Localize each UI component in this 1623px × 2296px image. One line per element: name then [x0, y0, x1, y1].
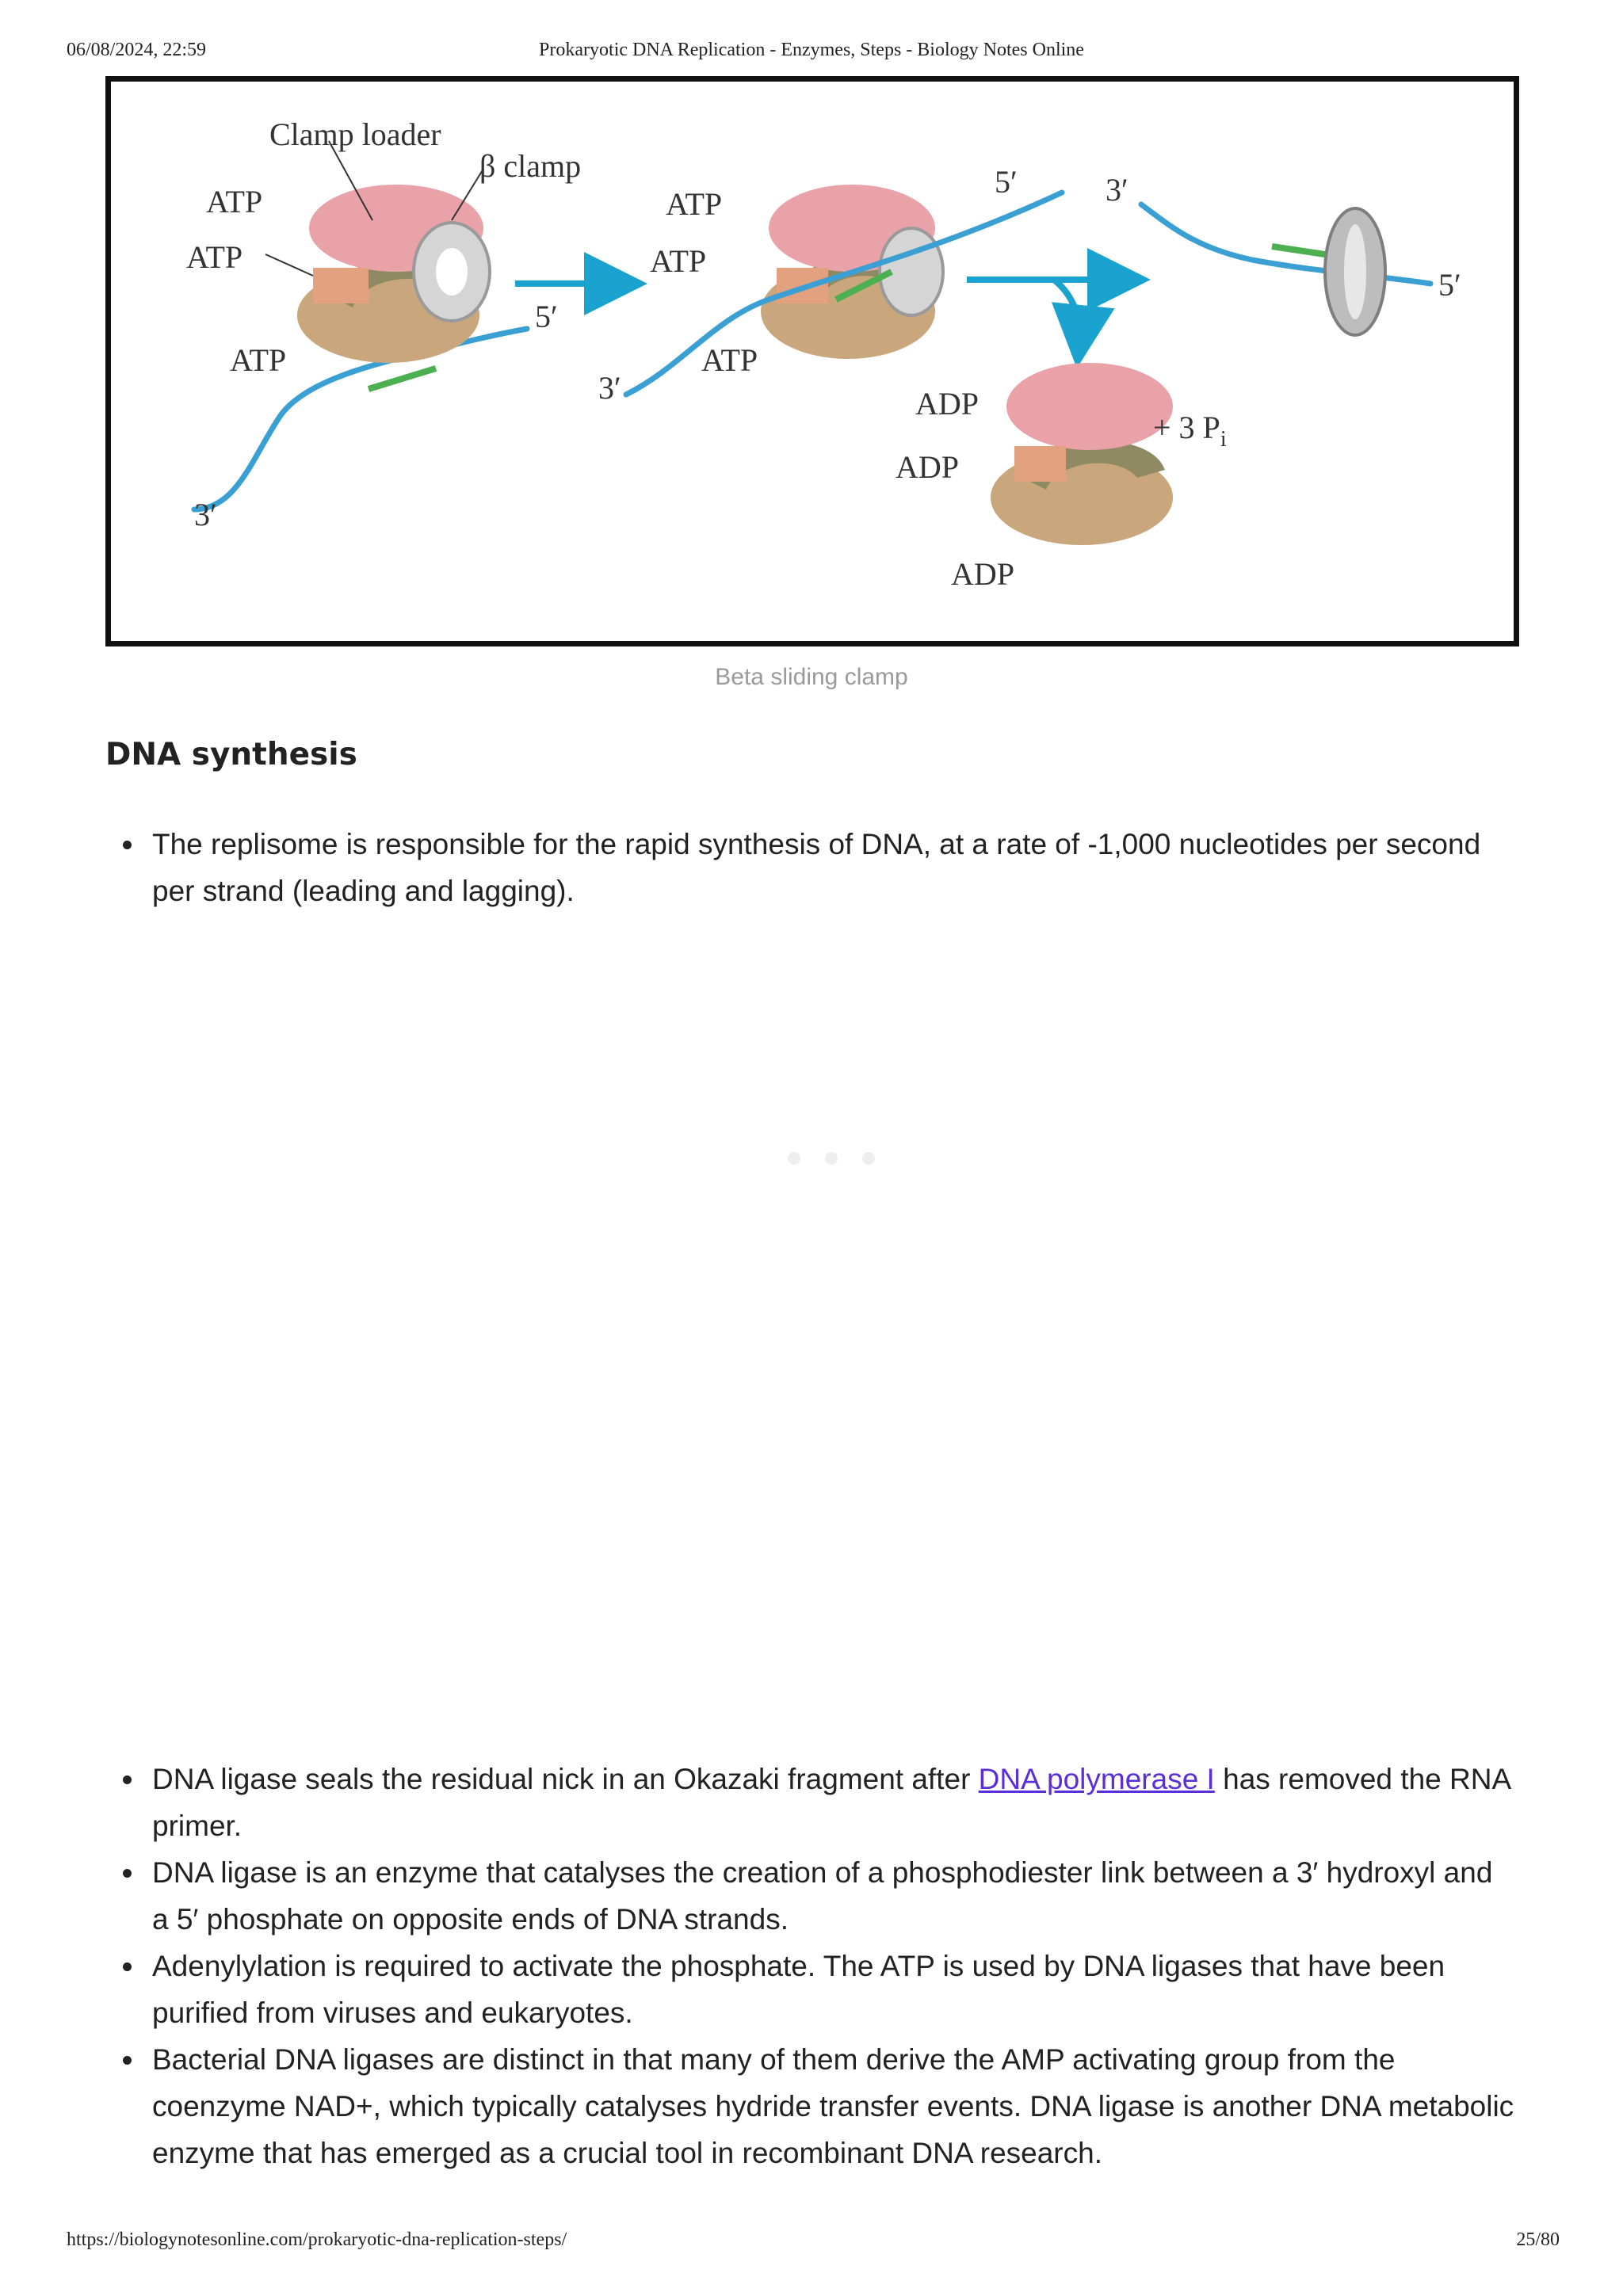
print-footer	[0, 2229, 1623, 2261]
label-atp-6: ATP	[701, 342, 758, 378]
loading-dot	[825, 1152, 838, 1165]
bullet-list-dna-ligase	[105, 1756, 1516, 2176]
rna-primer	[369, 368, 436, 389]
label-beta-clamp: β clamp	[479, 148, 582, 184]
panel-1-loader-with-clamp	[186, 116, 581, 532]
print-url: https://biologynotesonline.com/prokaryotic-dna-replication-steps/	[67, 2229, 567, 2250]
print-page-title: Prokaryotic DNA Replication - Enzymes, Steps - Biology Notes Online	[539, 40, 1084, 60]
label-phosphate: + 3 $P_i$	[1153, 410, 1227, 452]
clamp-loading-diagram	[111, 82, 1514, 641]
label-atp-5: ATP	[650, 243, 707, 279]
panel-2-loader-on-dna	[598, 164, 1062, 406]
figure-beta-sliding-clamp	[105, 76, 1519, 646]
panel-released-loader	[896, 363, 1227, 592]
link-dna-polymerase-i[interactable]: DNA polymerase I	[978, 1763, 1215, 1795]
arrow-release	[1054, 280, 1080, 343]
label-3prime-a: 3′	[194, 497, 217, 532]
loading-dot	[862, 1152, 875, 1165]
label-atp-3: ATP	[230, 342, 287, 378]
print-page-number: 25/80	[1516, 2229, 1560, 2250]
label-clamp-loader: Clamp loader	[269, 116, 441, 152]
label-atp-1: ATP	[206, 184, 263, 219]
label-5prime-a: 5′	[535, 299, 558, 334]
list-item: The replisome is responsible for the rapid synthesis of DNA, at a rate of -1,000 nucleotides per second per strand (leading and lagging).	[105, 821, 1516, 914]
bullet-list-replisome	[105, 821, 1516, 914]
loader-hinge	[1014, 446, 1066, 482]
label-atp-4: ATP	[666, 186, 723, 222]
loaded-dna	[1141, 204, 1430, 284]
label-adp-3: ADP	[951, 556, 1015, 592]
loader-pink-domain	[1006, 363, 1173, 450]
loading-indicator	[780, 1149, 883, 1168]
list-item: Bacterial DNA ligases are distinct in that many of them derive the AMP activating group from the coenzyme NAD+, which typically catalyses hydride transfer events. DNA ligase is another DNA metabolic enzyme that has emerged as a crucial tool in recombinant DNA research.	[105, 2036, 1516, 2176]
label-atp-2: ATP	[186, 239, 243, 275]
label-5prime-c: 5′	[1438, 267, 1461, 303]
list-item: Adenylylation is required to activate the phosphate. The ATP is used by DNA ligases that have been purified from viruses and eukaryotes.	[105, 1943, 1516, 2036]
label-5prime-b: 5′	[995, 164, 1018, 200]
label-3prime-c: 3′	[1106, 172, 1128, 208]
section-heading-dna-synthesis: DNA synthesis	[105, 737, 357, 772]
print-date: 06/08/2024, 22:59	[67, 40, 207, 60]
loading-dot	[788, 1152, 800, 1165]
list-item: DNA ligase seals the residual nick in an Okazaki fragment after DNA polymerase I has removed the RNA primer.	[105, 1756, 1516, 1849]
panel-3-clamp-on-dna	[1106, 172, 1461, 335]
label-adp-2: ADP	[896, 449, 960, 485]
loader-hinge	[313, 268, 369, 303]
list-item: DNA ligase is an enzyme that catalyses the creation of a phosphodiester link between a 3′ hydroxyl and a 5′ phosphate on opposite ends of DNA strands.	[105, 1849, 1516, 1943]
print-header	[0, 40, 1623, 71]
figure-caption: Beta sliding clamp	[715, 664, 908, 690]
label-adp-1: ADP	[915, 386, 980, 421]
label-3prime-b: 3′	[598, 370, 621, 406]
